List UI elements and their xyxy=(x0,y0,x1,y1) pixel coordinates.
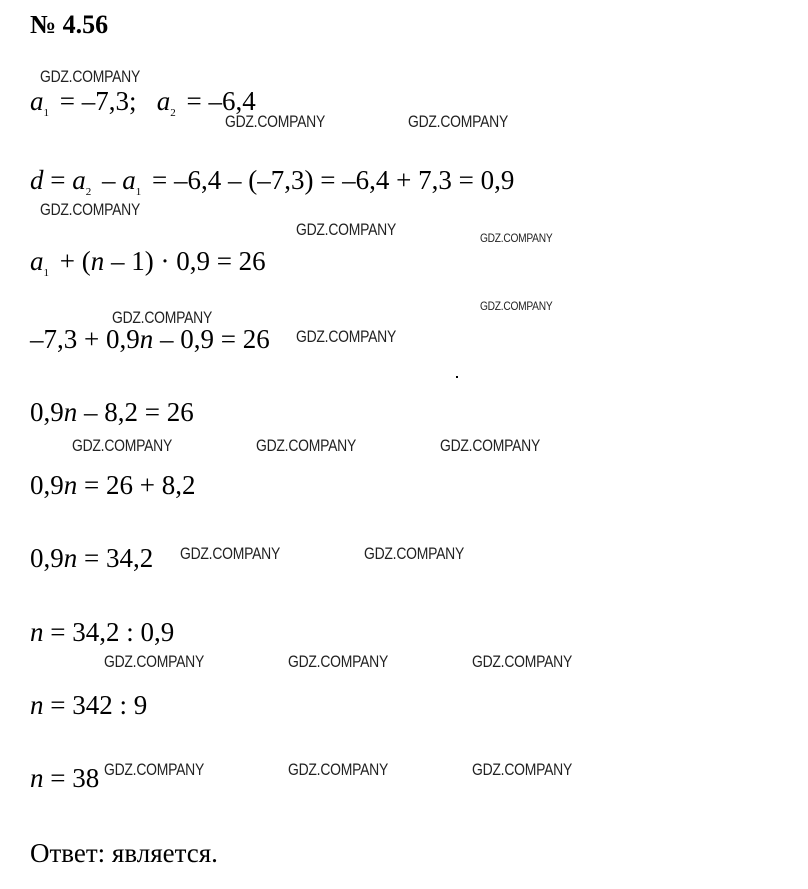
var-n: n xyxy=(63,470,78,500)
sub-1: 1 xyxy=(43,107,49,119)
watermark: GDZ.COMPANY xyxy=(288,760,389,779)
var-a: a xyxy=(72,165,86,195)
var-n: n xyxy=(139,324,154,354)
var-n: n xyxy=(30,690,44,720)
watermark: GDZ.COMPANY xyxy=(480,299,553,313)
var-n: n xyxy=(30,763,44,793)
expr-part: 0,9 xyxy=(30,470,64,500)
expr-part: – 8,2 = 26 xyxy=(77,397,194,427)
var-n: n xyxy=(63,397,78,427)
expr-part: = 34,2 xyxy=(77,543,154,573)
watermark: GDZ.COMPANY xyxy=(112,308,213,327)
sum-line xyxy=(30,545,153,572)
result-line xyxy=(30,765,99,792)
sub-1: 1 xyxy=(135,186,142,198)
watermark: GDZ.COMPANY xyxy=(408,112,509,131)
var-n: n xyxy=(30,617,44,647)
integer-division-line xyxy=(30,692,147,719)
var-a: a xyxy=(122,165,136,195)
simplified-line xyxy=(30,399,194,426)
var-n: n xyxy=(90,246,105,276)
watermark: GDZ.COMPANY xyxy=(104,652,205,671)
watermark: GDZ.COMPANY xyxy=(440,436,541,455)
expr-part: = 26 + 8,2 xyxy=(77,470,196,500)
transpose-line xyxy=(30,472,195,499)
watermark: GDZ.COMPANY xyxy=(40,200,141,219)
expr-part: – 1) · 0,9 = 26 xyxy=(104,246,266,276)
watermark: GDZ.COMPANY xyxy=(180,544,281,563)
substitution-line xyxy=(30,326,270,353)
watermark: GDZ.COMPANY xyxy=(225,112,326,131)
expr-part: 0,9 xyxy=(30,543,64,573)
difference-calc: = –6,4 – (–7,3) = –6,4 + 7,3 = 0,9 xyxy=(145,165,515,195)
watermark: GDZ.COMPANY xyxy=(472,652,573,671)
watermark: GDZ.COMPANY xyxy=(40,67,141,86)
watermark: GDZ.COMPANY xyxy=(104,760,205,779)
watermark: GDZ.COMPANY xyxy=(480,231,553,245)
answer-text: Ответ: является. xyxy=(30,838,218,868)
var-a: a xyxy=(30,246,44,276)
nth-term-equation xyxy=(30,248,266,279)
expr-part: – 0,9 = 26 xyxy=(153,324,270,354)
expr-part: = 342 : 9 xyxy=(43,690,148,720)
watermark: GDZ.COMPANY xyxy=(288,652,389,671)
watermark: GDZ.COMPANY xyxy=(296,327,397,346)
watermark: GDZ.COMPANY xyxy=(472,760,573,779)
a2-value: = –6,4 xyxy=(179,86,256,116)
expr-part: 0,9 xyxy=(30,397,64,427)
expr-part: = 38 xyxy=(43,763,100,793)
var-a: a xyxy=(30,86,44,116)
watermark: GDZ.COMPANY xyxy=(296,220,397,239)
sub-2: 2 xyxy=(170,107,176,119)
problem-number: № 4.56 xyxy=(30,10,109,39)
a1-value: = –7,3; xyxy=(53,86,137,116)
minus-sign: – xyxy=(95,165,123,195)
expr-part: –7,3 + 0,9 xyxy=(30,324,140,354)
given-values-line xyxy=(30,88,256,119)
sub-1: 1 xyxy=(43,267,49,279)
watermark: GDZ.COMPANY xyxy=(256,436,357,455)
watermark: GDZ.COMPANY xyxy=(72,436,173,455)
expr-part: = 34,2 : 0,9 xyxy=(43,617,175,647)
var-d: d xyxy=(30,165,44,195)
division-line xyxy=(30,619,174,646)
sub-2: 2 xyxy=(85,186,92,198)
eq-sign: = xyxy=(43,165,73,195)
var-n: n xyxy=(63,543,78,573)
watermark: GDZ.COMPANY xyxy=(364,544,465,563)
expr-part: + ( xyxy=(53,246,91,276)
difference-line xyxy=(30,167,514,198)
stray-dot xyxy=(456,376,458,378)
var-a: a xyxy=(156,86,171,116)
